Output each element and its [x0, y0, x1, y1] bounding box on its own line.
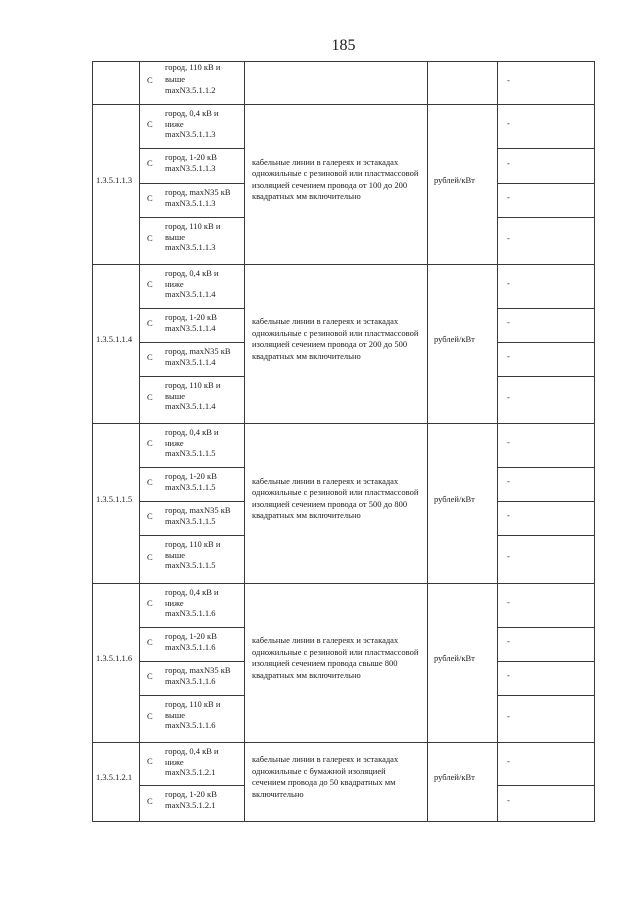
- rate-label: [165, 218, 220, 264]
- rate-label-line: город, 110 кВ и: [165, 539, 221, 549]
- rate-label-cell: [140, 536, 245, 584]
- rate-value-cell: [498, 502, 595, 536]
- rate-label: [165, 662, 231, 695]
- rate-label-cell: [140, 786, 245, 822]
- rate-label-cell: [140, 424, 245, 468]
- rate-symbol: С: [147, 437, 153, 448]
- rate-value: -: [507, 74, 510, 85]
- unit-label: рублей/кВт: [434, 653, 475, 663]
- rate-label-line: выше: [165, 390, 186, 401]
- rate-value-cell: [498, 62, 595, 105]
- rate-symbol: С: [147, 756, 153, 766]
- unit-cell: [428, 424, 498, 584]
- rate-label-cell: [140, 743, 245, 786]
- rate-symbol: С: [147, 392, 153, 402]
- unit-cell: [428, 584, 498, 743]
- rate-label-line: maxN3.5.1.1.5: [165, 481, 216, 492]
- rate-label: [165, 743, 219, 785]
- tariff-table: [92, 61, 595, 822]
- rate-value-cell: [498, 343, 595, 377]
- rate-value: -: [507, 597, 510, 607]
- description-line: изоляцией сечением провода от 200 до 500: [252, 339, 408, 349]
- description-line: включительно: [252, 788, 304, 799]
- rate-label-line: город, 1-20 кВ: [165, 152, 217, 162]
- rate-value: -: [507, 755, 510, 766]
- rate-value: -: [507, 157, 510, 168]
- rate-label-line: город, 0,4 кВ и: [165, 587, 219, 597]
- item-code-cell: [93, 584, 140, 743]
- rate-label-cell: [140, 584, 245, 628]
- description-cell: [245, 265, 428, 424]
- rate-label-line: maxN3.5.1.1.4: [165, 356, 216, 367]
- rate-value: -: [507, 118, 510, 128]
- rate-label-line: maxN3.5.1.1.4: [165, 322, 216, 333]
- rate-label-line: выше: [165, 709, 186, 720]
- description-line: одножильные с резиновой или пластмассовой: [252, 168, 419, 178]
- description-line: квадратных мм включительно: [252, 510, 361, 520]
- unit-label: рублей/кВт: [434, 772, 475, 782]
- item-code-cell: [93, 743, 140, 822]
- rate-symbol: С: [147, 711, 153, 721]
- rate-value-cell: [498, 662, 595, 696]
- rate-label-line: maxN3.5.1.1.5: [165, 515, 216, 526]
- rate-label: [165, 628, 217, 661]
- rate-label-cell: [140, 62, 245, 105]
- unit-cell: [428, 265, 498, 424]
- description-line: сечением провода до 50 квадратных мм: [252, 777, 396, 787]
- rate-value-cell: [498, 265, 595, 309]
- description-line: кабельные линии в галереях и эстакадах: [252, 316, 399, 326]
- rate-label-line: maxN3.5.1.2.1: [165, 767, 216, 777]
- rate-label: [165, 309, 217, 342]
- rate-label: [165, 377, 220, 423]
- rate-label-line: город, 0,4 кВ и: [165, 108, 219, 118]
- rate-value: -: [507, 278, 510, 288]
- rate-symbol: С: [147, 158, 153, 168]
- rate-value-cell: [498, 424, 595, 468]
- rate-value-cell: [498, 468, 595, 502]
- rate-label-line: город, maxN35 кВ: [165, 665, 231, 675]
- rate-value-cell: [498, 184, 595, 218]
- rate-label-line: город, maxN35 кВ: [165, 346, 231, 356]
- rate-label: [165, 584, 219, 627]
- rate-value: -: [507, 192, 510, 202]
- item-code: 1.3.5.1.1.6: [96, 653, 133, 663]
- rate-label-line: город, 110 кВ и: [165, 221, 221, 231]
- rate-value-cell: [498, 377, 595, 424]
- rate-label-cell: [140, 105, 245, 149]
- rate-symbol: С: [147, 118, 153, 129]
- rate-label-line: maxN3.5.1.1.3: [165, 197, 216, 208]
- rate-value-cell: [498, 149, 595, 184]
- rate-label-line: город, 1-20 кВ: [165, 312, 217, 322]
- description-line: изоляцией сечением провода свыше 800: [252, 658, 398, 668]
- rate-symbol: С: [147, 636, 153, 647]
- rate-value: -: [507, 795, 510, 805]
- rate-label-line: город, 110 кВ и: [165, 380, 221, 390]
- rate-label-line: ниже: [165, 597, 184, 608]
- rate-label: [165, 62, 220, 104]
- rate-symbol: С: [147, 192, 153, 203]
- item-code: 1.3.5.1.1.4: [96, 334, 133, 344]
- description-cell: [245, 62, 428, 105]
- rate-label-cell: [140, 628, 245, 662]
- rate-value-cell: [498, 309, 595, 343]
- item-code: 1.3.5.1.1.3: [96, 174, 133, 185]
- rate-label: [165, 424, 219, 467]
- rate-value: -: [507, 551, 510, 561]
- description-line: одножильные с резиновой или пластмассовой: [252, 487, 419, 497]
- rate-label-line: maxN3.5.1.1.6: [165, 720, 216, 730]
- rate-value: -: [507, 437, 510, 447]
- rate-value-cell: [498, 536, 595, 584]
- rate-label-line: maxN3.5.1.1.6: [165, 641, 216, 652]
- rate-label-line: maxN3.5.1.1.5: [165, 560, 216, 570]
- description-line: одножильные с резиновой или пластмассовой: [252, 327, 419, 338]
- rate-label-line: maxN3.5.1.1.2: [165, 85, 216, 95]
- unit-cell: [428, 105, 498, 265]
- rate-value: -: [507, 232, 510, 243]
- rate-symbol: С: [147, 795, 153, 806]
- rate-label: [165, 343, 231, 376]
- unit-cell: [428, 743, 498, 822]
- rate-label: [165, 786, 217, 821]
- item-code-cell: [93, 62, 140, 105]
- rate-label-line: город, maxN35 кВ: [165, 505, 231, 515]
- rate-label-line: maxN3.5.1.1.5: [165, 448, 216, 458]
- description-cell: [245, 424, 428, 584]
- item-code: 1.3.5.1.2.1: [96, 772, 133, 782]
- rate-label-line: город, 1-20 кВ: [165, 789, 217, 799]
- rate-label-cell: [140, 218, 245, 265]
- rate-label: [165, 502, 231, 535]
- rate-label-line: maxN3.5.1.1.4: [165, 401, 216, 411]
- description-line: одножильные с бумажной изоляцией: [252, 765, 386, 776]
- rate-label-cell: [140, 184, 245, 218]
- rate-label-line: maxN3.5.1.1.6: [165, 608, 216, 618]
- item-code-cell: [93, 265, 140, 424]
- rate-label-line: выше: [165, 549, 186, 560]
- unit-label: рублей/кВт: [434, 174, 475, 185]
- rate-value-cell: [498, 584, 595, 628]
- item-code: 1.3.5.1.1.5: [96, 493, 133, 504]
- rate-label-line: maxN3.5.1.2.1: [165, 799, 216, 810]
- rate-value-cell: [498, 628, 595, 662]
- rate-label-line: maxN3.5.1.1.3: [165, 129, 216, 139]
- rate-value: -: [507, 636, 510, 646]
- description-line: квадратных мм включительно: [252, 669, 361, 680]
- rate-value: -: [507, 670, 510, 680]
- rate-label-line: город, 0,4 кВ и: [165, 268, 219, 278]
- page-number: 185: [331, 37, 356, 54]
- description-line: одножильные с резиновой или пластмассовой: [252, 646, 419, 657]
- rate-label-line: город, 0,4 кВ и: [165, 427, 219, 437]
- rate-label-line: выше: [165, 73, 186, 84]
- description-line: кабельные линии в галереях и эстакадах: [252, 754, 399, 764]
- rate-label-cell: [140, 468, 245, 502]
- rate-label: [165, 468, 217, 501]
- rate-label: [165, 536, 220, 583]
- description-line: изоляцией сечением провода от 100 до 200: [252, 179, 408, 190]
- rate-symbol: С: [147, 317, 153, 328]
- rate-label-cell: [140, 502, 245, 536]
- rate-label: [165, 149, 217, 183]
- description-line: кабельные линии в галереях и эстакадах: [252, 475, 399, 486]
- rate-value: -: [507, 391, 510, 402]
- rate-value-cell: [498, 743, 595, 786]
- rate-label-line: город, 0,4 кВ и: [165, 746, 219, 756]
- rate-label-cell: [140, 696, 245, 743]
- rate-label: [165, 184, 231, 217]
- rate-symbol: С: [147, 670, 153, 681]
- rate-value: -: [507, 710, 510, 721]
- rate-label: [165, 265, 219, 308]
- rate-label-line: выше: [165, 231, 186, 242]
- rate-label-line: город, 110 кВ и: [165, 62, 221, 72]
- rate-value-cell: [498, 786, 595, 822]
- description-cell: [245, 584, 428, 743]
- unit-cell: [428, 62, 498, 105]
- rate-label-line: ниже: [165, 118, 184, 129]
- description-cell: [245, 105, 428, 265]
- rate-label-line: maxN3.5.1.1.6: [165, 675, 216, 686]
- rate-value: -: [507, 476, 510, 486]
- item-code-cell: [93, 105, 140, 265]
- rate-label-line: ниже: [165, 278, 184, 289]
- item-code-cell: [93, 424, 140, 584]
- rate-label-line: maxN3.5.1.1.4: [165, 289, 216, 299]
- rate-label-line: ниже: [165, 437, 184, 448]
- rate-label-line: город, 1-20 кВ: [165, 631, 217, 641]
- rate-label: [165, 105, 219, 148]
- rate-symbol: С: [147, 233, 153, 243]
- rate-label-cell: [140, 343, 245, 377]
- rate-label-cell: [140, 149, 245, 184]
- description-line: кабельные линии в галереях и эстакадах: [252, 635, 399, 645]
- rate-value-cell: [498, 696, 595, 743]
- rate-symbol: С: [147, 551, 153, 562]
- description-line: кабельные линии в галереях и эстакадах: [252, 156, 399, 167]
- rate-value-cell: [498, 218, 595, 265]
- rate-symbol: С: [147, 476, 153, 487]
- rate-symbol: С: [147, 75, 153, 85]
- rate-label-line: maxN3.5.1.1.3: [165, 242, 216, 252]
- rate-symbol: С: [147, 351, 153, 362]
- description-cell: [245, 743, 428, 822]
- description-line: квадратных мм включительно: [252, 191, 361, 201]
- rate-symbol: С: [147, 278, 153, 289]
- rate-symbol: С: [147, 510, 153, 521]
- rate-label-cell: [140, 662, 245, 696]
- unit-label: рублей/кВт: [434, 334, 475, 344]
- rate-label-line: ниже: [165, 756, 184, 767]
- rate-value: -: [507, 351, 510, 361]
- rate-symbol: С: [147, 597, 153, 608]
- rate-label-line: город, maxN35 кВ: [165, 187, 231, 197]
- rate-label-cell: [140, 309, 245, 343]
- unit-label: рублей/кВт: [434, 493, 475, 504]
- rate-value: -: [507, 317, 510, 327]
- rate-label-line: город, 110 кВ и: [165, 699, 221, 709]
- rate-label-cell: [140, 265, 245, 309]
- rate-label-line: maxN3.5.1.1.3: [165, 162, 216, 173]
- rate-label: [165, 696, 220, 742]
- description-line: изоляцией сечением провода от 500 до 800: [252, 498, 408, 509]
- rate-value: -: [507, 510, 510, 520]
- rate-value-cell: [498, 105, 595, 149]
- description-line: квадратных мм включительно: [252, 350, 361, 361]
- rate-label-cell: [140, 377, 245, 424]
- rate-label-line: город, 1-20 кВ: [165, 471, 217, 481]
